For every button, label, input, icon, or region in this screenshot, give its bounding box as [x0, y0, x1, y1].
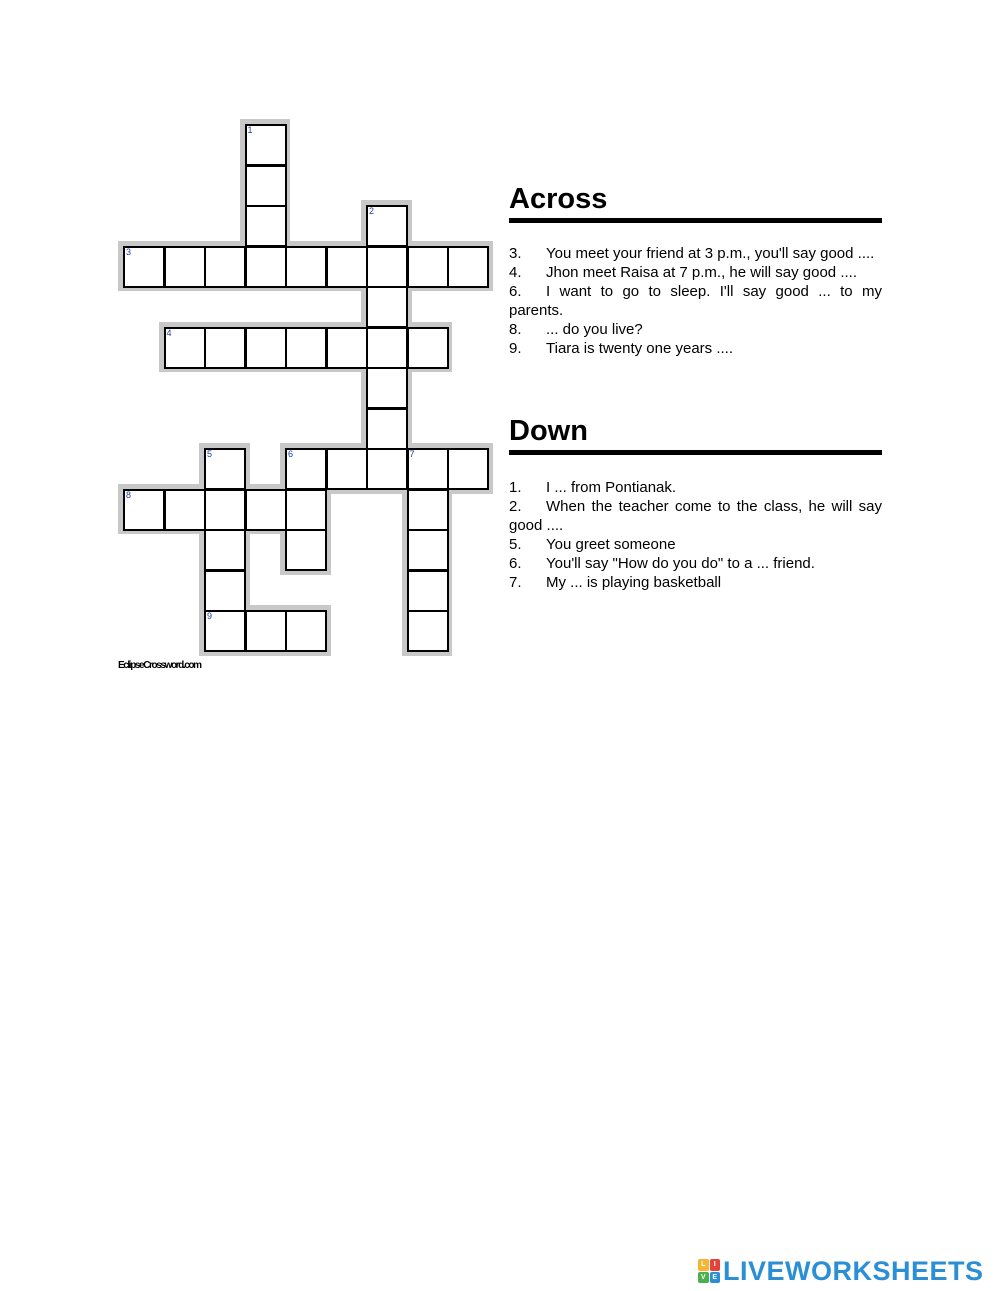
crossword-cell[interactable] — [164, 246, 206, 288]
crossword-cell[interactable] — [285, 610, 327, 652]
crossword-cell[interactable] — [407, 327, 449, 369]
crossword-cell[interactable] — [285, 327, 327, 369]
liveworksheets-logo — [698, 1256, 984, 1286]
crossword-cell[interactable] — [164, 327, 206, 369]
clue-across-6: 6. I want to go to sleep. I'll say good ... to my parents. — [509, 283, 882, 319]
crossword-cell[interactable] — [204, 327, 246, 369]
crossword-cell[interactable] — [407, 489, 449, 531]
crossword-cell[interactable] — [204, 489, 246, 531]
crossword-credit: EclipseCrossword.com — [118, 660, 201, 671]
cell-number: 6 — [288, 449, 294, 459]
crossword-cell[interactable] — [326, 246, 368, 288]
clue-down-7: 7. My ... is playing basketball — [509, 574, 722, 591]
crossword-cell[interactable] — [447, 448, 489, 490]
crossword-cell[interactable] — [245, 124, 287, 166]
across-title: Across — [509, 182, 882, 223]
crossword-cell[interactable] — [285, 246, 327, 288]
crossword-cell[interactable] — [245, 327, 287, 369]
crossword-cell[interactable] — [366, 327, 408, 369]
cell-number: 3 — [126, 246, 132, 257]
cell-number: 5 — [207, 449, 213, 459]
crossword-cell[interactable] — [407, 570, 449, 612]
crossword-cell[interactable] — [204, 570, 246, 612]
clue-down-1: 1. I ... from Pontianak. — [509, 479, 677, 496]
crossword-cell[interactable] — [366, 408, 408, 450]
logo-text: LIVEWORKSHEETS — [723, 1255, 984, 1286]
crossword-cell[interactable] — [366, 448, 408, 490]
crossword-cell[interactable] — [366, 367, 408, 409]
down-section — [509, 414, 882, 592]
down-title: Down — [509, 414, 882, 455]
crossword-cell[interactable] — [407, 246, 449, 288]
across-clue-list — [509, 244, 882, 358]
crossword-cell[interactable] — [245, 246, 287, 288]
logo-badge-icon: L I V E — [698, 1259, 720, 1283]
crossword-cell[interactable] — [285, 448, 327, 490]
crossword-cell[interactable] — [245, 165, 287, 207]
clue-across-4: 4. Jhon meet Raisa at 7 p.m., he will say good .... — [509, 264, 857, 281]
crossword-cell[interactable] — [204, 610, 246, 652]
clue-down-6: 6. You'll say "How do you do" to a ... friend. — [509, 555, 815, 572]
crossword-cell[interactable] — [326, 448, 368, 490]
crossword-cell[interactable] — [245, 205, 287, 247]
crossword-cell[interactable] — [123, 489, 165, 531]
crossword-cell[interactable] — [366, 205, 408, 247]
crossword-cell[interactable] — [164, 489, 206, 531]
crossword-cell[interactable] — [204, 246, 246, 288]
clue-across-9: 9. Tiara is twenty one years .... — [509, 340, 734, 357]
cell-number: 8 — [126, 489, 132, 500]
crossword-cell[interactable] — [326, 327, 368, 369]
crossword-cell[interactable] — [407, 448, 449, 490]
crossword-cell[interactable] — [245, 489, 287, 531]
across-section — [509, 182, 882, 358]
crossword-grid — [0, 0, 520, 700]
cell-number: 2 — [369, 206, 375, 216]
clue-down-5: 5. You greet someone — [509, 536, 676, 553]
crossword-cell[interactable] — [447, 246, 489, 288]
crossword-cell[interactable] — [366, 246, 408, 288]
clue-across-3: 3. You meet your friend at 3 p.m., you'll say good .... — [509, 245, 875, 262]
crossword-cell[interactable] — [204, 529, 246, 571]
clue-down-2: 2. When the teacher come to the class, he will say good .... — [509, 498, 882, 534]
crossword-cell[interactable] — [123, 246, 165, 288]
down-clue-list — [509, 478, 882, 592]
cell-number: 1 — [247, 125, 253, 135]
crossword-cell[interactable] — [407, 610, 449, 652]
crossword-cell[interactable] — [285, 529, 327, 571]
clue-across-8: 8. ... do you live? — [509, 321, 643, 338]
cell-number: 4 — [166, 327, 172, 338]
cell-number: 9 — [207, 611, 213, 621]
crossword-cell[interactable] — [407, 529, 449, 571]
crossword-cell[interactable] — [285, 489, 327, 531]
crossword-cell[interactable] — [204, 448, 246, 490]
cell-number: 7 — [409, 449, 415, 459]
crossword-cell[interactable] — [366, 286, 408, 328]
crossword-cell[interactable] — [245, 610, 287, 652]
